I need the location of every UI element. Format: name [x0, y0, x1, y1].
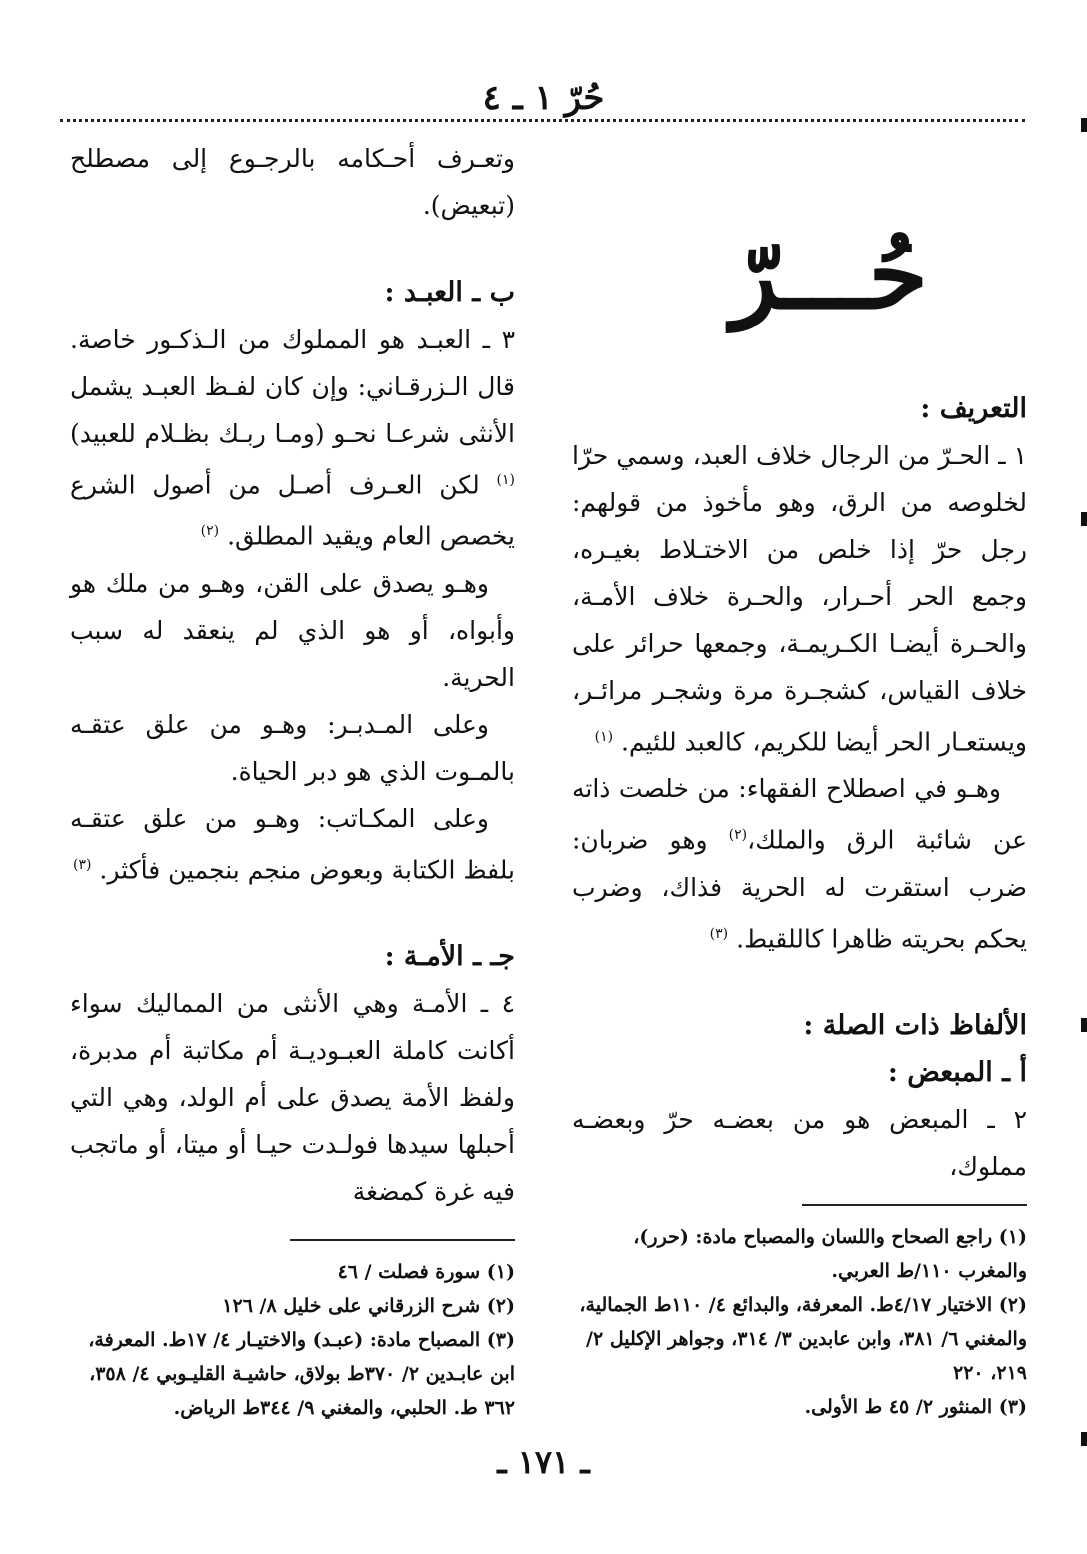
scan-edge-mark	[1081, 118, 1087, 132]
footnote: (٢) الاختيار ٤/١٧ط. المعرفة، والبدائع ٤/ ١١٠ط الجمالية، والمغني ٦/ ٣٨١، وابن عابدين ٣/ ٣١٤، وجواهر الإكليل ٢/ ٢١٩، ٢٢٠	[579, 1293, 1027, 1384]
paragraph-4: ٣ ـ العبـد هو المملوك من الـذكـور خاصة. قال الـزرقـاني: وإن كان لفـظ العبـد يشمل الأنثى شرعـا نحـو (ومـا ربـك بظـلام للعبيد)$^{(١)}$ لكن العـرف أصـل من أصول الشرع يخصص العام ويقيد المطلق. $^{(٢)}$	[70, 325, 515, 551]
page-number: ـ ١٧١ ـ	[497, 1443, 590, 1481]
header-divider	[60, 119, 1025, 122]
footnote-ref: (١)	[594, 729, 614, 745]
scan-edge-mark	[1081, 512, 1087, 526]
entry-title: حُـــرّ	[731, 218, 928, 331]
paragraph-5: وهـو يصدق على القن، وهـو من ملك هو وأبواه، أو هو الذي لم ينعقد له سبب الحرية.	[70, 568, 515, 692]
paragraph-8: ٤ ـ الأمـة وهي الأنثى من المماليك سواء أكانت كاملة العبـوديـة أم مكاتبة أم مدبرة، ولفظ الأمة يصدق على أم الولد، وهي التي أحبلها سيدها فولـدت حيـا أو ميتا، أو ماتجب فيه غرة كمضغة	[70, 988, 515, 1206]
footnote: (٢) شرح الزرقاني على خليل ٨/ ١٢٦	[222, 1294, 515, 1317]
paragraph-2: وهـو في اصطلاح الفقهاء: من خلصت ذاته عن شائبة الرق والملك،$^{(٢)}$ وهو ضربان: ضرب استقرت له الحرية فذاك، وضرب يحكم بحريته ظاهرا كاللقيط. $^{(٣)}$	[572, 774, 1027, 953]
footnote-divider	[802, 1204, 1027, 1206]
related-terms-heading: الألفاظ ذات الصلة :	[803, 1009, 1027, 1041]
footnote-ref: (١)	[496, 472, 515, 488]
right-column	[572, 135, 1027, 1424]
footnote: (٣) المنثور ٢/ ٤٥ ط الأولى.	[804, 1395, 1027, 1418]
definition-heading: التعريف :	[920, 393, 1027, 424]
footnote-divider	[290, 1239, 515, 1241]
running-header: حُرّ ١ ـ ٤	[482, 78, 605, 118]
footnote-ref: (٢)	[728, 827, 748, 844]
paragraph-continued: وتعـرف أحـكامه بالرجـوع إلى مصطلح (تبعيض).	[70, 144, 515, 220]
footnote-ref: (٢)	[200, 523, 220, 540]
subheading-c: جـ ـ الأمـة :	[384, 940, 515, 972]
footnote-ref: (٣)	[72, 856, 92, 873]
paragraph-7: وعلى المكـاتب: وهـو من علق عتقـه بلفظ الكتابة وبعوض منجم بنجمين فأكثر. $^{(٣)}$	[70, 803, 515, 884]
scan-edge-mark	[1081, 1018, 1087, 1032]
paragraph-1: ١ ـ الحـرّ من الرجال خلاف العبد، وسمي حرّا لخلوصه من الرق، وهو مأخوذ من قولهم: رجل حرّ إذا خلص من الاختـلاط بغيـره، وجمع الحر أحـرار، والحـرة خلاف الأمـة، والحـرة أيضـا الكـريمـة، وجمعها حرائر على خلاف القياس، كشجـرة مرة وشجـر مرائـر، ويستعـار الحر أيضا للكريم، كالعبد للئيم. $^{(١)}$	[572, 441, 1027, 757]
subheading-b: ب ـ العبـد :	[384, 277, 515, 308]
paragraph-3: ٢ ـ المبعض هو من بعضـه حرّ وبعضـه مملوك،	[572, 1104, 1027, 1181]
footnote-ref: (٣)	[709, 925, 729, 942]
scan-edge-mark	[1081, 1432, 1087, 1446]
paragraph-6: وعلى المـدبـر: وهـو من علق عتقـه بالمـوت الذي هو دبر الحياة.	[70, 709, 515, 786]
footnote: (٣) المصباح مادة: (عبـد) والاختيـار ٤/ ١٧ط. المعرفة، ابن عابـدين ٢/ ٣٧٠ط بولاق، حاشيـة القليـوبي ٤/ ٣٥٨، ٣٦٢ ط. الحلبي، والمغني ٩/ ٣٤٤ط الرياض.	[88, 1328, 515, 1419]
subheading-a: أ ـ المبعض :	[887, 1056, 1027, 1088]
left-column	[70, 135, 515, 1425]
footnote: (١) راجع الصحاح واللسان والمصباح مادة: (حرر)، والمغرب ١١٠/ط العربي.	[633, 1225, 1027, 1282]
footnote: (١) سورة فصلت / ٤٦	[337, 1260, 515, 1283]
